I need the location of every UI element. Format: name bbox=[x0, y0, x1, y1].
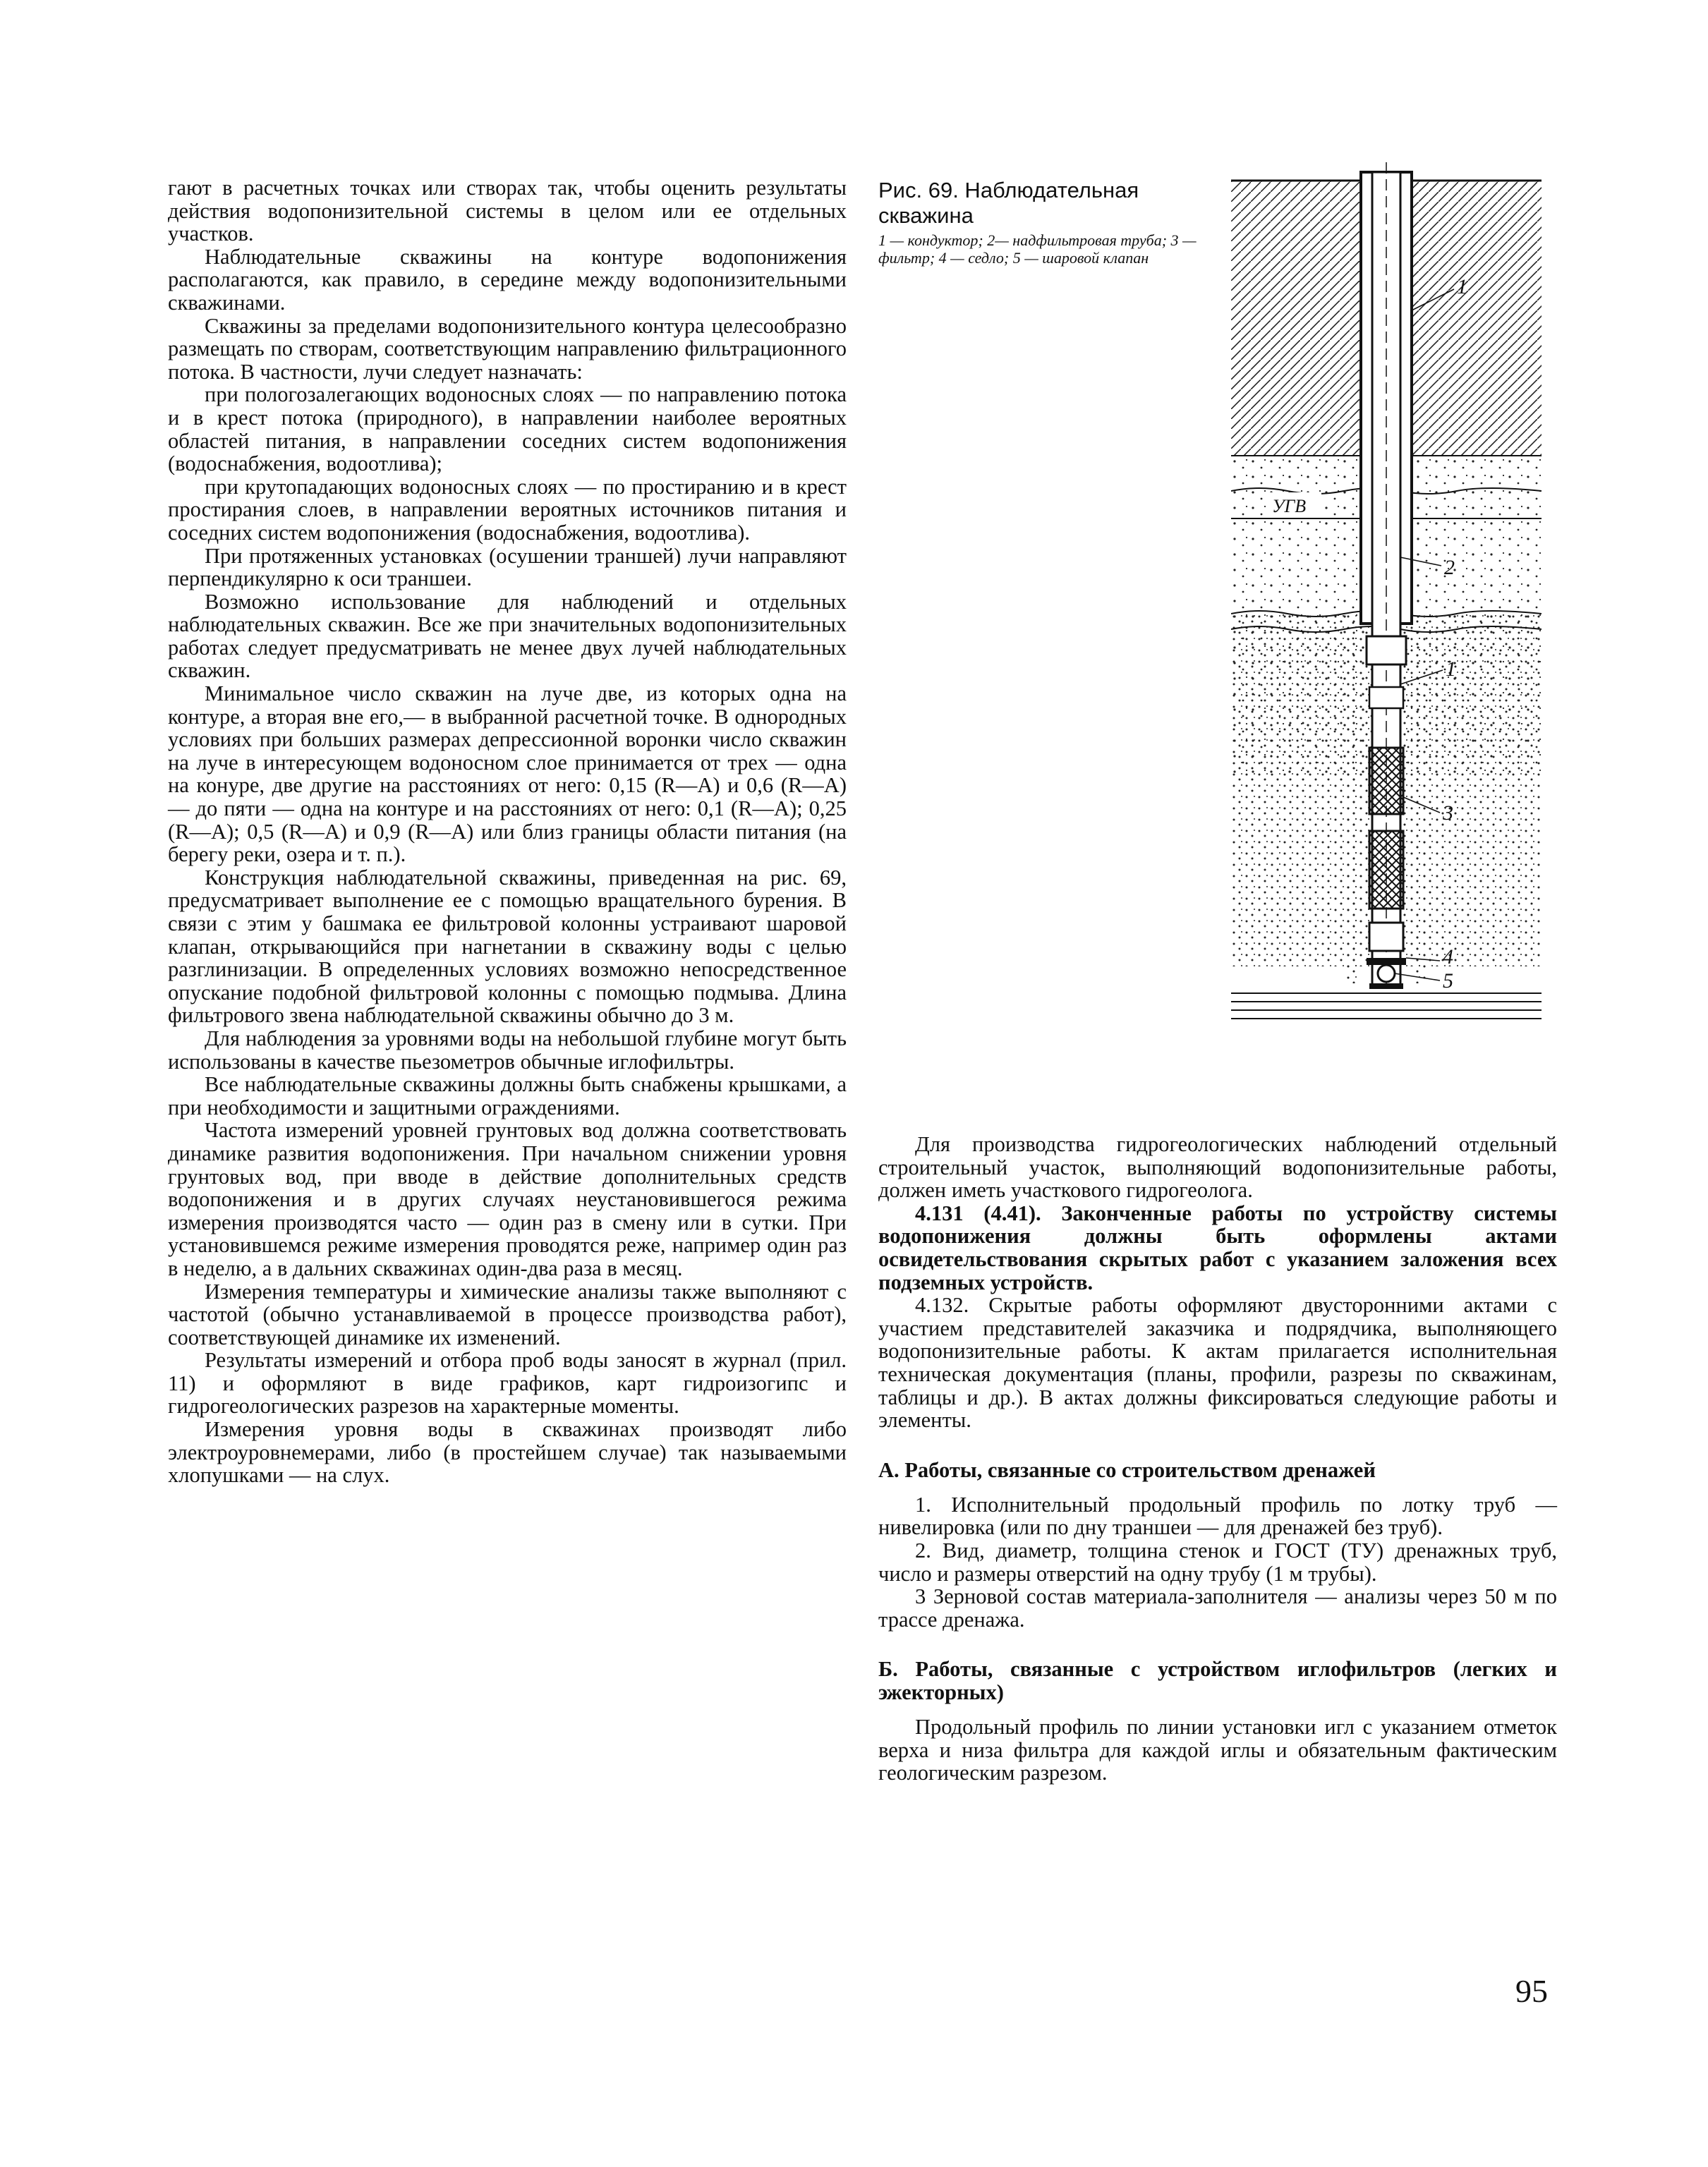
paragraph: Измерения уровня воды в скважинах производят либо электроуровнемерами, либо (в простейшем случае) так называемыми хлопушками — на слух. bbox=[168, 1417, 847, 1488]
item-a1: 1. Исполнительный продольный профиль по лотку труб — нивелировка (или по дну траншеи — для дренажей без труб). bbox=[878, 1492, 1557, 1540]
well-diagram bbox=[1231, 162, 1542, 1086]
figure-caption bbox=[878, 178, 1217, 267]
paragraph: Все наблюдательные скважины должны быть снабжены крышками, а при необходимости и защитными ограждениями. bbox=[168, 1072, 847, 1119]
label-4: 4 bbox=[1443, 945, 1453, 969]
paragraph: гают в расчетных точках или створах так, чтобы оценить результаты действия водопонизительной системы в целом или ее отдельных участков. bbox=[168, 176, 847, 246]
impermeable-base bbox=[1231, 993, 1542, 1019]
figure-legend: 1 — кондуктор; 2— надфильтровая труба; 3 — фильтр; 4 — седло; 5 — шаровой клапан bbox=[878, 231, 1197, 267]
pipe-coupling bbox=[1367, 636, 1406, 664]
ball-valve bbox=[1378, 965, 1395, 982]
paragraph: Частота измерений уровней грунтовых вод должна соответствовать динамике развития водопонижения. При начальном снижении уровня грунтовых вод, при вводе в действие дополнительных средств водопонижения и в других случаях неустановившегося режима измерения производятся часто — один раз в смену или в сутки. При установившемся режиме измерения проводятся реже, например один раз в неделю, а в дальних скважинах один-два раза в месяц. bbox=[168, 1118, 847, 1280]
item-a3: 3 Зерновой состав материала-заполнителя — анализы через 50 м по трассе дренажа. bbox=[878, 1584, 1557, 1632]
paragraph-4-131: 4.131 (4.41). Законченные работы по устройству системы водопонижения должны быть оформлены актами освидетельствования скрытых работ с указанием заложения всех подземных устройств. bbox=[878, 1201, 1557, 1294]
filter-mesh-1 bbox=[1369, 748, 1403, 814]
paragraph-4-132: 4.132. Скрытые работы оформляют двусторонними актами с участием представителей заказчика и подрядчика, выполняющего водопонизительные работы. К актам прилагается исполнительная техническая документация (планы, профили, разрезы по скважинам, таблицы и др.). В актах должны фиксироваться следующие работы и элементы. bbox=[878, 1293, 1557, 1433]
filter-mesh-2 bbox=[1369, 831, 1403, 909]
label-1-lower: 1 bbox=[1446, 657, 1456, 681]
paragraph: Минимальное число скважин на луче две, из которых одна на контуре, а вторая вне его,— в выбранной расчетной точке. В однородных условиях при больших размерах депрессионной воронки число скважин на луче в интересующем водоносном слое принимается от трех — одна на конуре, две другие на расстояниях от него: 0,15 (R—A) и 0,6 (R—A) — до пяти — одна на контуре и на расстояниях от него: 0,1 (R—A); 0,25 (R—A); 0,5 (R—A) и 0,9 (R—A) или близ границы области питания (на берегу реки, озера и т. п.). bbox=[168, 681, 847, 867]
heading-b: Б. Работы, связанные с устройством иглофильтров (легких и эжекторных) bbox=[878, 1657, 1557, 1705]
paragraph: Для наблюдения за уровнями воды на небольшой глубине могут быть использованы в качестве пьезометров обычные иглофильтры. bbox=[168, 1026, 847, 1074]
label-ugv: УГВ bbox=[1272, 496, 1307, 516]
item-b1: Продольный профиль по линии установки игл с указанием отметок верха и низа фильтра для каждой иглы и обязательным фактическим геологическим разрезом. bbox=[878, 1715, 1557, 1785]
paragraph: Конструкция наблюдательной скважины, приведенная на рис. 69, предусматривает выполнение ее с помощью вращательного бурения. В связи с этим у башмака ее фильтровой колонны устраивают шаровой клапан, открывающийся при нагнетании в скважину воды с целью разглинизации. В определенных условиях возможно непосредственное опускание подобной фильтровой колонны с помощью подмыва. Длина фильтрового звена наблюдательной скважины обычно до 3 м. bbox=[168, 865, 847, 1028]
paragraph: При протяженных установках (осушении траншей) лучи направляют перпендикулярно к оси траншеи. bbox=[168, 543, 847, 591]
label-5: 5 bbox=[1443, 969, 1453, 993]
paragraph: Измерения температуры и химические анализы также выполняют с частотой (обычно устанавливаемой в процессе производства работ), соответствующей динамике их изменений. bbox=[168, 1279, 847, 1349]
paragraph: Для производства гидрогеологических наблюдений отдельный строительный участок, выполняющий водопонизительные работы, должен иметь участкового гидрогеолога. bbox=[878, 1132, 1557, 1203]
item-a2: 2. Вид, диаметр, толщина стенок и ГОСТ (ТУ) дренажных труб, число и размеры отверстий на одну трубу (1 м трубы). bbox=[878, 1538, 1557, 1586]
page-number: 95 bbox=[1515, 1973, 1548, 2009]
right-column bbox=[878, 1133, 1557, 1785]
paragraph: Скважины за пределами водопонизительного контура целесообразно размещать по створам, соответствующим направлению фильтрационного потока. В частности, лучи следует назначать: bbox=[168, 313, 847, 384]
left-column bbox=[168, 176, 847, 1487]
heading-a: А. Работы, связанные со строительством дренажей bbox=[878, 1457, 1376, 1482]
label-2: 2 bbox=[1444, 556, 1455, 579]
label-3: 3 bbox=[1443, 801, 1453, 825]
paragraph: Наблюдательные скважины на контуре водопонижения располагаются, как правило, в середине между водопонизительными скважинами. bbox=[168, 244, 847, 315]
label-1: 1 bbox=[1457, 275, 1467, 298]
paragraph: при пологозалегающих водоносных слоях — по направлению потока и в крест потока (природного), в направлении наиболее вероятных областей питания, в направлении соседних систем водопонижения (водоснабжения, водоотлива); bbox=[168, 382, 847, 476]
figure-title: Рис. 69. Наблюдательная скважина bbox=[878, 178, 1139, 228]
paragraph: Возможно использование для наблюдений и отдельных наблюдательных скважин. Все же при значительных водопонизительных работах следует предусматривать не менее двух лучей наблюдательных скважин. bbox=[168, 589, 847, 683]
paragraph: при крутопадающих водоносных слоях — по простиранию и в крест простирания слоев, в направлении вероятных источников питания и соседних систем водопонижения (водоснабжения, водоотлива). bbox=[168, 474, 847, 545]
paragraph: Результаты измерений и отбора проб воды заносят в журнал (прил. 11) и оформляют в виде графиков, карт гидроизогипс и гидрогеологических разрезов на характерные моменты. bbox=[168, 1348, 847, 1419]
